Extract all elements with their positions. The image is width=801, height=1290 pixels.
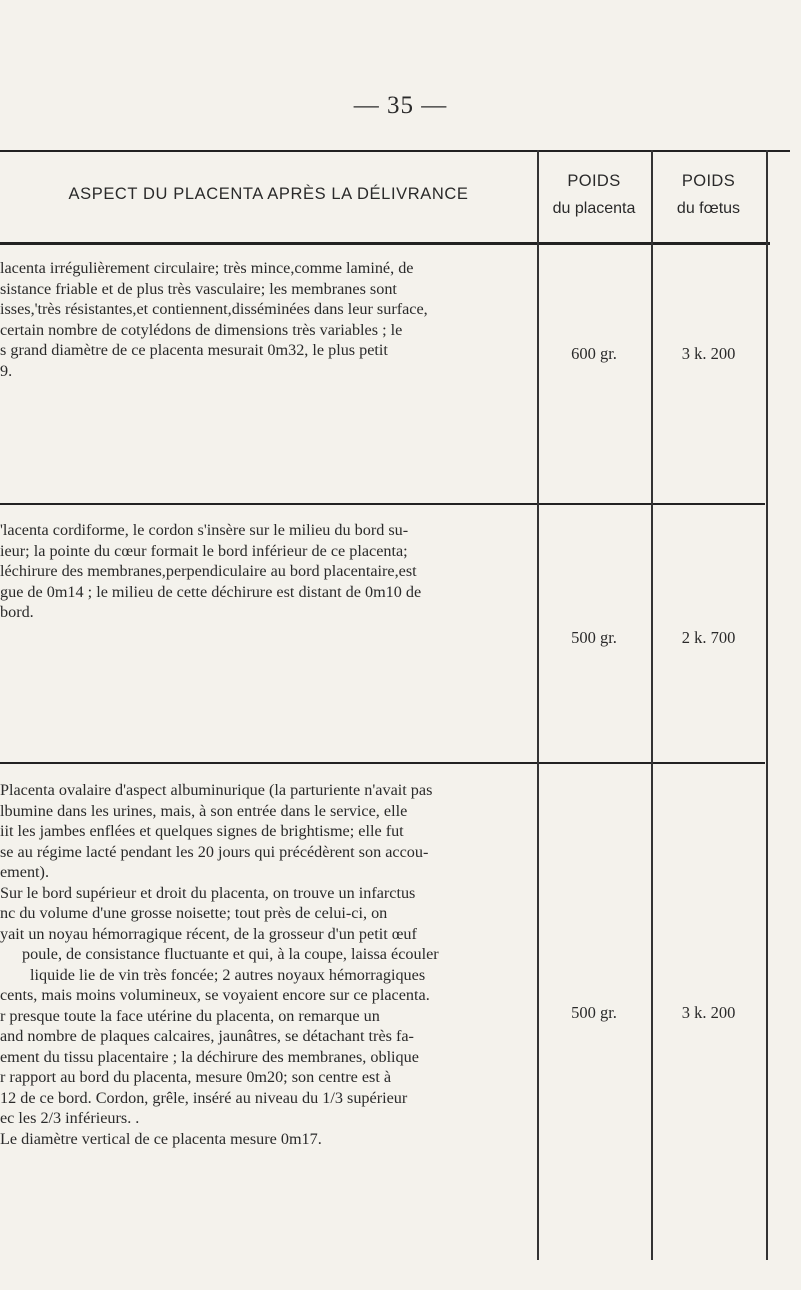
description-line: Sur le bord supérieur et droit du placenta, on trouve un infarctus	[0, 883, 416, 902]
description-line: r presque toute la face utérine du placenta, on remarque un	[0, 1006, 380, 1025]
column-divider-2	[651, 150, 653, 1260]
description-line: se au régime lacté pendant les 20 jours qui précédèrent son accou-	[0, 842, 429, 861]
description-line: nc du volume d'une grosse noisette; tout près de celui-ci, on	[0, 904, 388, 922]
description-line: ement du tissu placentaire ; la déchirure des membranes, oblique	[0, 1047, 419, 1066]
description-line: ieur; la pointe du cœur formait le bord inférieur de ce placenta;	[0, 541, 408, 560]
description-line: Le diamètre vertical de ce placenta mesure 0m17.	[0, 1129, 322, 1148]
description-line: poule, de consistance fluctuante et qui, à la coupe, laissa écouler	[22, 945, 439, 963]
description-line: yait un noyau hémorragique récent, de la grosseur d'un petit œuf	[0, 924, 417, 943]
description-line: and nombre de plaques calcaires, jaunâtres, se détachant très fa-	[0, 1027, 414, 1045]
row-1-poids-foetus: 3 k. 200	[681, 344, 736, 363]
description-line: léchirure des membranes,perpendiculaire au bord placentaire,est	[0, 562, 417, 581]
description-line: s grand diamètre de ce placenta mesurait 0m32, le plus petit	[0, 341, 388, 360]
description-line: iit les jambes enflées et quelques signes de brightisme; elle fut	[0, 822, 404, 840]
description-line: r rapport au bord du placenta, mesure 0m20; son centre est à	[0, 1068, 392, 1086]
placenta-table	[0, 150, 790, 1260]
description-line: sistance friable et de plus très vasculaire; les membranes sont	[0, 279, 397, 298]
row-3-poids-placenta: 500 gr.	[571, 1003, 617, 1022]
table-top-rule	[0, 150, 790, 152]
description-line: Placenta ovalaire d'aspect albuminurique (la parturiente n'avait pas	[0, 781, 433, 799]
header-poids-placenta: POIDS	[567, 172, 621, 190]
header-aspect: ASPECT DU PLACENTA APRÈS LA DÉLIVRANCE	[68, 185, 469, 203]
description-line: certain nombre de cotylédons de dimensions très variables ; le	[0, 320, 403, 339]
description-line: cents, mais moins volumineux, se voyaient encore sur ce placenta.	[0, 986, 430, 1004]
row-2-description	[0, 520, 532, 623]
description-line: ement).	[0, 863, 49, 881]
description-line: lacenta irrégulièrement circulaire; très mince,comme laminé, de	[0, 259, 414, 277]
row-1-poids-placenta: 600 gr.	[571, 344, 617, 363]
description-line: isses,'très résistantes,et contiennent,disséminées dans leur surface,	[0, 300, 428, 319]
page-number: — 35 —	[353, 92, 448, 119]
row-2-poids-placenta: 500 gr.	[571, 628, 617, 647]
description-line: bord.	[0, 603, 34, 622]
header-poids-foetus: POIDS	[681, 172, 736, 190]
header-bottom-rule	[0, 242, 770, 245]
description-line: 12 de ce bord. Cordon, grêle, inséré au niveau du 1/3 supérieur	[0, 1088, 408, 1107]
row-3-description	[0, 780, 532, 1149]
description-line: ec les 2/3 inférieurs. .	[0, 1109, 140, 1127]
description-line: liquide lie de vin très foncée; 2 autres noyaux hémorragiques	[30, 965, 426, 984]
column-divider-1	[537, 150, 539, 1260]
description-line: 9.	[0, 361, 13, 380]
row-1-description	[0, 258, 532, 382]
header-poids-placenta-sub: du placenta	[552, 200, 636, 217]
description-line: gue de 0m14 ; le milieu de cette déchirure est distant de 0m10 de	[0, 582, 422, 601]
row-2-poids-foetus: 2 k. 700	[681, 628, 736, 647]
column-divider-3	[766, 150, 768, 1260]
row-3-poids-foetus: 3 k. 200	[681, 1003, 736, 1022]
description-line: 'lacenta cordiforme, le cordon s'insère sur le milieu du bord su-	[0, 521, 409, 539]
description-line: lbumine dans les urines, mais, à son entrée dans le service, elle	[0, 801, 408, 820]
header-poids-foetus-sub: du fœtus	[676, 200, 741, 217]
